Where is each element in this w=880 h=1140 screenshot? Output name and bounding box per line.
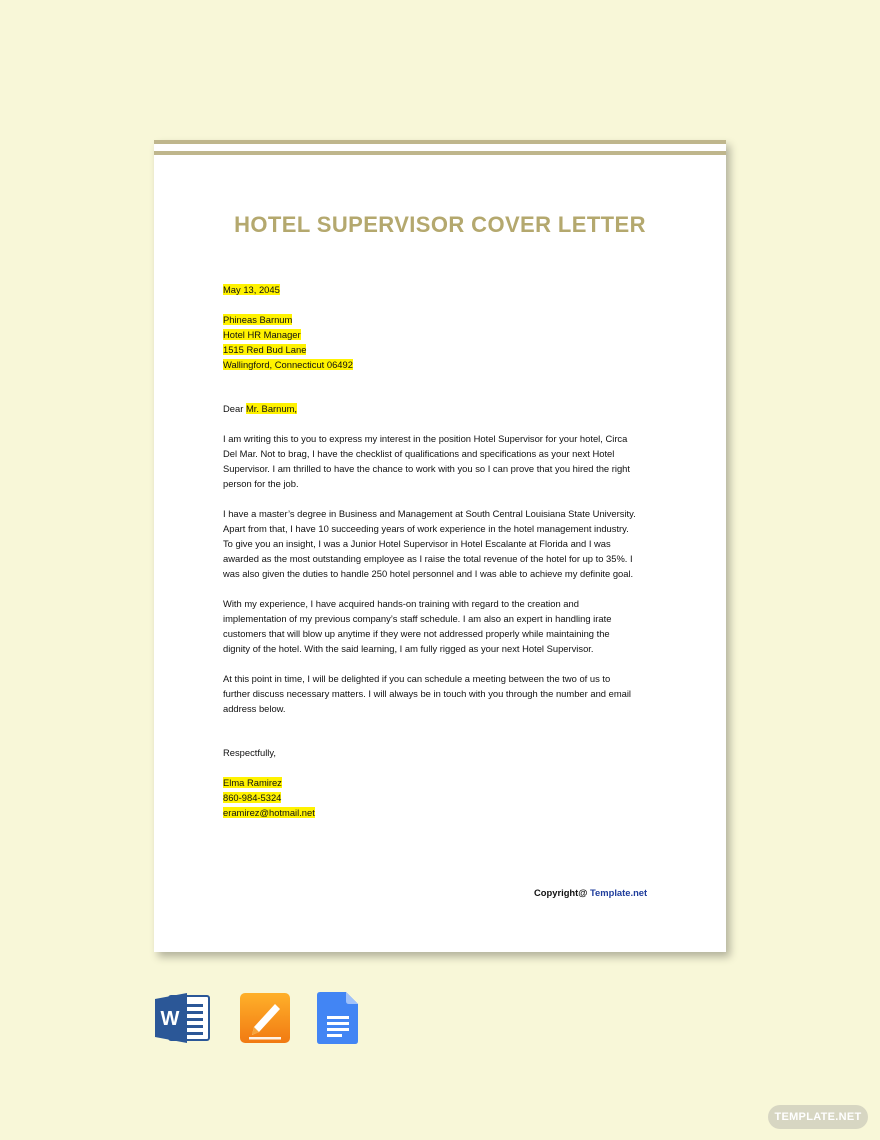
document-page (154, 140, 726, 952)
top-rule (154, 140, 726, 144)
sender-name: Elma Ramirez (223, 777, 282, 788)
paragraph-line: I have a master’s degree in Business and Management at South Central Louisiana State University. (223, 508, 636, 519)
paragraph-2 (223, 506, 663, 581)
recipient-name: Phineas Barnum (223, 314, 293, 325)
copyright-label: Copyright@ (534, 887, 591, 898)
paragraph-line: Apart from that, I have 10 succeeding years of work experience in the hotel management industry. (223, 523, 629, 534)
paragraph-line: person for the job. (223, 478, 299, 489)
salutation (223, 401, 663, 416)
closing: Respectfully, (223, 747, 276, 758)
paragraph-4 (223, 671, 663, 716)
paragraph-line: address below. (223, 703, 286, 714)
paragraph-line: To give you an insight, I was a Junior Hotel Supervisor in Hotel Escalante at Florida and I was (223, 538, 611, 549)
recipient-position: Hotel HR Manager (223, 329, 301, 340)
salutation-prefix: Dear (223, 403, 246, 414)
paragraph-line: dignity of the hotel. With the said learning, I am fully rigged as your next Hotel Supervisor. (223, 643, 594, 654)
paragraph-line: awarded as the most outstanding employee as I raise the total revenue of the hotel for up to 35%. I (223, 553, 633, 564)
recipient-street: 1515 Red Bud Lane (223, 344, 307, 355)
paragraph-line: customers that will blow up anytime if they were not addressed properly while maintaining the (223, 628, 610, 639)
pages-icon[interactable] (239, 992, 291, 1044)
paragraph-3 (223, 596, 663, 656)
watermark-badge: TEMPLATE.NET (768, 1105, 868, 1129)
paragraph-line: I am writing this to you to express my interest in the position Hotel Supervisor for your hotel, Circa (223, 433, 628, 444)
copyright (534, 887, 647, 898)
copyright-link[interactable]: Template.net (590, 887, 648, 898)
paragraph-line: Supervisor. I am thrilled to have the chance to work with you so I can prove that you hired the right (223, 463, 630, 474)
google-docs-icon[interactable] (317, 992, 359, 1044)
salutation-name: Mr. Barnum, (245, 403, 297, 414)
paragraph-line: At this point in time, I will be delighted if you can schedule a meeting between the two of us to (223, 673, 611, 684)
sender-phone: 860-984-5324 (223, 792, 282, 803)
word-icon[interactable] (155, 992, 211, 1044)
letter-date: May 13, 2045 (223, 284, 280, 295)
letter-body (223, 282, 663, 820)
recipient-city: Wallingford, Connecticut 06492 (223, 359, 353, 370)
sender-email: eramirez@hotmail.net (223, 807, 315, 818)
paragraph-1 (223, 431, 663, 491)
paragraph-line: further discuss necessary matters. I will always be in touch with you through the number and email (223, 688, 632, 699)
paragraph-line: Del Mar. Not to brag, I have the checklist of qualifications and specifications as your next Hotel (223, 448, 615, 459)
paragraph-line: was also given the duties to handle 250 hotel personnel and I was able to achieve my definite goal. (223, 568, 634, 579)
document-title: HOTEL SUPERVISOR COVER LETTER (234, 212, 646, 237)
paragraph-line: With my experience, I have acquired hands-on training with regard to the creation and (223, 598, 579, 609)
second-rule (154, 151, 726, 155)
paragraph-line: implementation of my previous company’s staff schedule. I am also an expert in handling irate (223, 613, 612, 624)
word-icon-letter: W (160, 1008, 180, 1030)
